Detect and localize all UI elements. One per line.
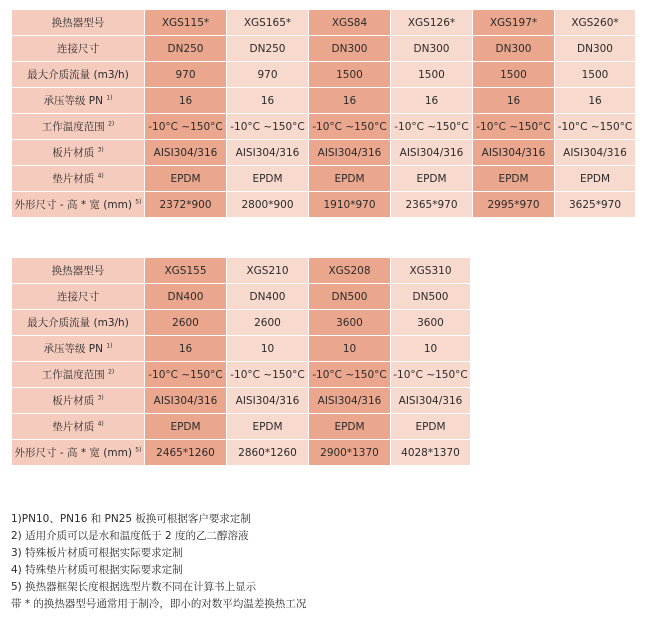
table-cell: AISI304/316 — [309, 140, 391, 166]
table-row — [12, 440, 471, 466]
table-cell: 16 — [309, 88, 391, 114]
row-label-text: 工作温度范围 — [41, 369, 105, 381]
table-cell: 10 — [309, 336, 391, 362]
row-label-text: 最大介质流量 (m3/h) — [27, 69, 129, 81]
table-cell: XGS84 — [309, 10, 391, 36]
table-cell: 2800*900 — [227, 192, 309, 218]
row-label-text: 最大介质流量 (m3/h) — [27, 317, 129, 329]
table-cell: 16 — [145, 336, 227, 362]
table-cell: AISI304/316 — [145, 388, 227, 414]
table-cell: DN300 — [555, 36, 636, 62]
footnote-marker: 5) — [135, 198, 142, 206]
table-row — [12, 88, 636, 114]
table-cell: -10°C ~150°C — [391, 362, 471, 388]
table-cell: 2465*1260 — [145, 440, 227, 466]
table-row — [12, 284, 471, 310]
table-cell: EPDM — [309, 414, 391, 440]
row-label — [12, 62, 145, 88]
table-cell: EPDM — [473, 166, 555, 192]
row-label-text: 换热器型号 — [51, 17, 105, 29]
row-label — [12, 36, 145, 62]
footnote-marker: 4) — [97, 420, 104, 428]
table-cell: DN300 — [309, 36, 391, 62]
table-cell: -10°C ~150°C — [309, 362, 391, 388]
footnote-line: 3) 特殊板片材质可根据实际要求定制 — [11, 547, 183, 559]
table-cell: 970 — [145, 62, 227, 88]
table-cell: AISI304/316 — [391, 388, 471, 414]
footnote-marker: 1) — [106, 94, 113, 102]
row-label-text: 连接尺寸 — [57, 43, 99, 55]
table-cell: AISI304/316 — [309, 388, 391, 414]
table-cell: 4028*1370 — [391, 440, 471, 466]
table-row — [12, 62, 636, 88]
row-label — [12, 362, 145, 388]
table-cell: -10°C ~150°C — [145, 114, 227, 140]
table-row — [12, 362, 471, 388]
row-label — [12, 284, 145, 310]
table-cell: XGS260* — [555, 10, 636, 36]
row-label — [12, 166, 145, 192]
table-cell: EPDM — [555, 166, 636, 192]
table-cell: DN250 — [227, 36, 309, 62]
table-cell: EPDM — [227, 414, 309, 440]
footnote-marker: 3) — [97, 146, 104, 154]
table-cell: DN500 — [309, 284, 391, 310]
footnote-line: 带 * 的换热器型号通常用于制冷，即小的对数平均温差换热工况 — [11, 598, 307, 610]
row-label — [12, 414, 145, 440]
row-label — [12, 258, 145, 284]
table-row — [12, 166, 636, 192]
table-cell: EPDM — [391, 166, 473, 192]
table-cell: DN300 — [473, 36, 555, 62]
row-label-text: 承压等级 PN — [43, 343, 103, 355]
table-cell: EPDM — [391, 414, 471, 440]
table-cell: EPDM — [227, 166, 309, 192]
table-row — [12, 258, 471, 284]
table-cell: -10°C ~150°C — [309, 114, 391, 140]
table-cell: 3600 — [391, 310, 471, 336]
table-cell: 1500 — [391, 62, 473, 88]
table-cell: DN400 — [227, 284, 309, 310]
table-cell: 2365*970 — [391, 192, 473, 218]
table-cell: EPDM — [145, 414, 227, 440]
table-row — [12, 336, 471, 362]
table-cell: EPDM — [309, 166, 391, 192]
table-cell: -10°C ~150°C — [227, 362, 309, 388]
footnote-marker: 1) — [106, 342, 113, 350]
footnote-marker: 4) — [97, 172, 104, 180]
table-cell: 16 — [227, 88, 309, 114]
row-label-text: 板片材质 — [52, 395, 95, 407]
table-row — [12, 114, 636, 140]
footnote-line: 1)PN10、PN16 和 PN25 板换可根据客户要求定制 — [11, 513, 251, 525]
footnote-line: 4) 特殊垫片材质可根据实际要求定制 — [11, 564, 183, 576]
table-cell: 3625*970 — [555, 192, 636, 218]
row-label — [12, 388, 145, 414]
footnote-marker: 2) — [108, 368, 115, 376]
row-label — [12, 336, 145, 362]
footnote-marker: 2) — [108, 120, 115, 128]
table-cell: 1500 — [473, 62, 555, 88]
table-cell: XGS155 — [145, 258, 227, 284]
row-label-text: 垫片材质 — [52, 173, 95, 185]
table-cell: AISI304/316 — [473, 140, 555, 166]
table-cell: XGS126* — [391, 10, 473, 36]
row-label — [12, 310, 145, 336]
table-cell: 1910*970 — [309, 192, 391, 218]
table-cell: 1500 — [309, 62, 391, 88]
table-cell: 1500 — [555, 62, 636, 88]
table-cell: 2995*970 — [473, 192, 555, 218]
table-cell: 2900*1370 — [309, 440, 391, 466]
table-cell: 16 — [145, 88, 227, 114]
table-cell: 3600 — [309, 310, 391, 336]
table-cell: AISI304/316 — [145, 140, 227, 166]
table-cell: 16 — [391, 88, 473, 114]
spec-table-1 — [11, 9, 636, 218]
row-label — [12, 10, 145, 36]
footnote-marker: 3) — [97, 394, 104, 402]
row-label — [12, 440, 145, 466]
table-cell: 16 — [555, 88, 636, 114]
table-cell: DN250 — [145, 36, 227, 62]
table-cell: AISI304/316 — [555, 140, 636, 166]
table-cell: XGS165* — [227, 10, 309, 36]
table-row — [12, 310, 471, 336]
table-cell: -10°C ~150°C — [145, 362, 227, 388]
table-cell: -10°C ~150°C — [227, 114, 309, 140]
table-cell: 10 — [227, 336, 309, 362]
table-row — [12, 140, 636, 166]
row-label-text: 连接尺寸 — [57, 291, 99, 303]
table-cell: 2860*1260 — [227, 440, 309, 466]
table-cell: 16 — [473, 88, 555, 114]
row-label-text: 外形尺寸 - 高 * 宽 (mm) — [14, 199, 132, 211]
row-label-text: 垫片材质 — [52, 421, 95, 433]
footnote-line: 5) 换热器框架长度根据选型片数不同在计算书上显示 — [11, 581, 257, 593]
table-cell: 2600 — [227, 310, 309, 336]
table-cell: -10°C ~150°C — [473, 114, 555, 140]
footnotes — [11, 511, 306, 613]
row-label — [12, 192, 145, 218]
footnote-line: 2) 适用介质可以是水和温度低于 2 度的乙二醇溶液 — [11, 530, 249, 542]
table-cell: XGS115* — [145, 10, 227, 36]
table-row — [12, 192, 636, 218]
table-cell: -10°C ~150°C — [391, 114, 473, 140]
table-row — [12, 10, 636, 36]
table-cell: DN400 — [145, 284, 227, 310]
footnote-marker: 5) — [135, 446, 142, 454]
table-cell: 970 — [227, 62, 309, 88]
row-label-text: 外形尺寸 - 高 * 宽 (mm) — [14, 447, 132, 459]
row-label-text: 工作温度范围 — [41, 121, 105, 133]
table-cell: XGS208 — [309, 258, 391, 284]
table-cell: AISI304/316 — [227, 140, 309, 166]
table-cell: DN300 — [391, 36, 473, 62]
row-label — [12, 140, 145, 166]
table-cell: XGS210 — [227, 258, 309, 284]
table-cell: 10 — [391, 336, 471, 362]
row-label — [12, 114, 145, 140]
spec-table-2 — [11, 257, 471, 466]
table-row — [12, 414, 471, 440]
table-cell: XGS310 — [391, 258, 471, 284]
row-label — [12, 88, 145, 114]
row-label-text: 承压等级 PN — [43, 95, 103, 107]
table-row — [12, 36, 636, 62]
table-cell: AISI304/316 — [227, 388, 309, 414]
table-cell: AISI304/316 — [391, 140, 473, 166]
row-label-text: 换热器型号 — [51, 265, 105, 277]
table-cell: 2600 — [145, 310, 227, 336]
table-row — [12, 388, 471, 414]
table-cell: DN500 — [391, 284, 471, 310]
table-cell: -10°C ~150°C — [555, 114, 636, 140]
table-cell: XGS197* — [473, 10, 555, 36]
row-label-text: 板片材质 — [52, 147, 95, 159]
table-cell: 2372*900 — [145, 192, 227, 218]
table-cell: EPDM — [145, 166, 227, 192]
